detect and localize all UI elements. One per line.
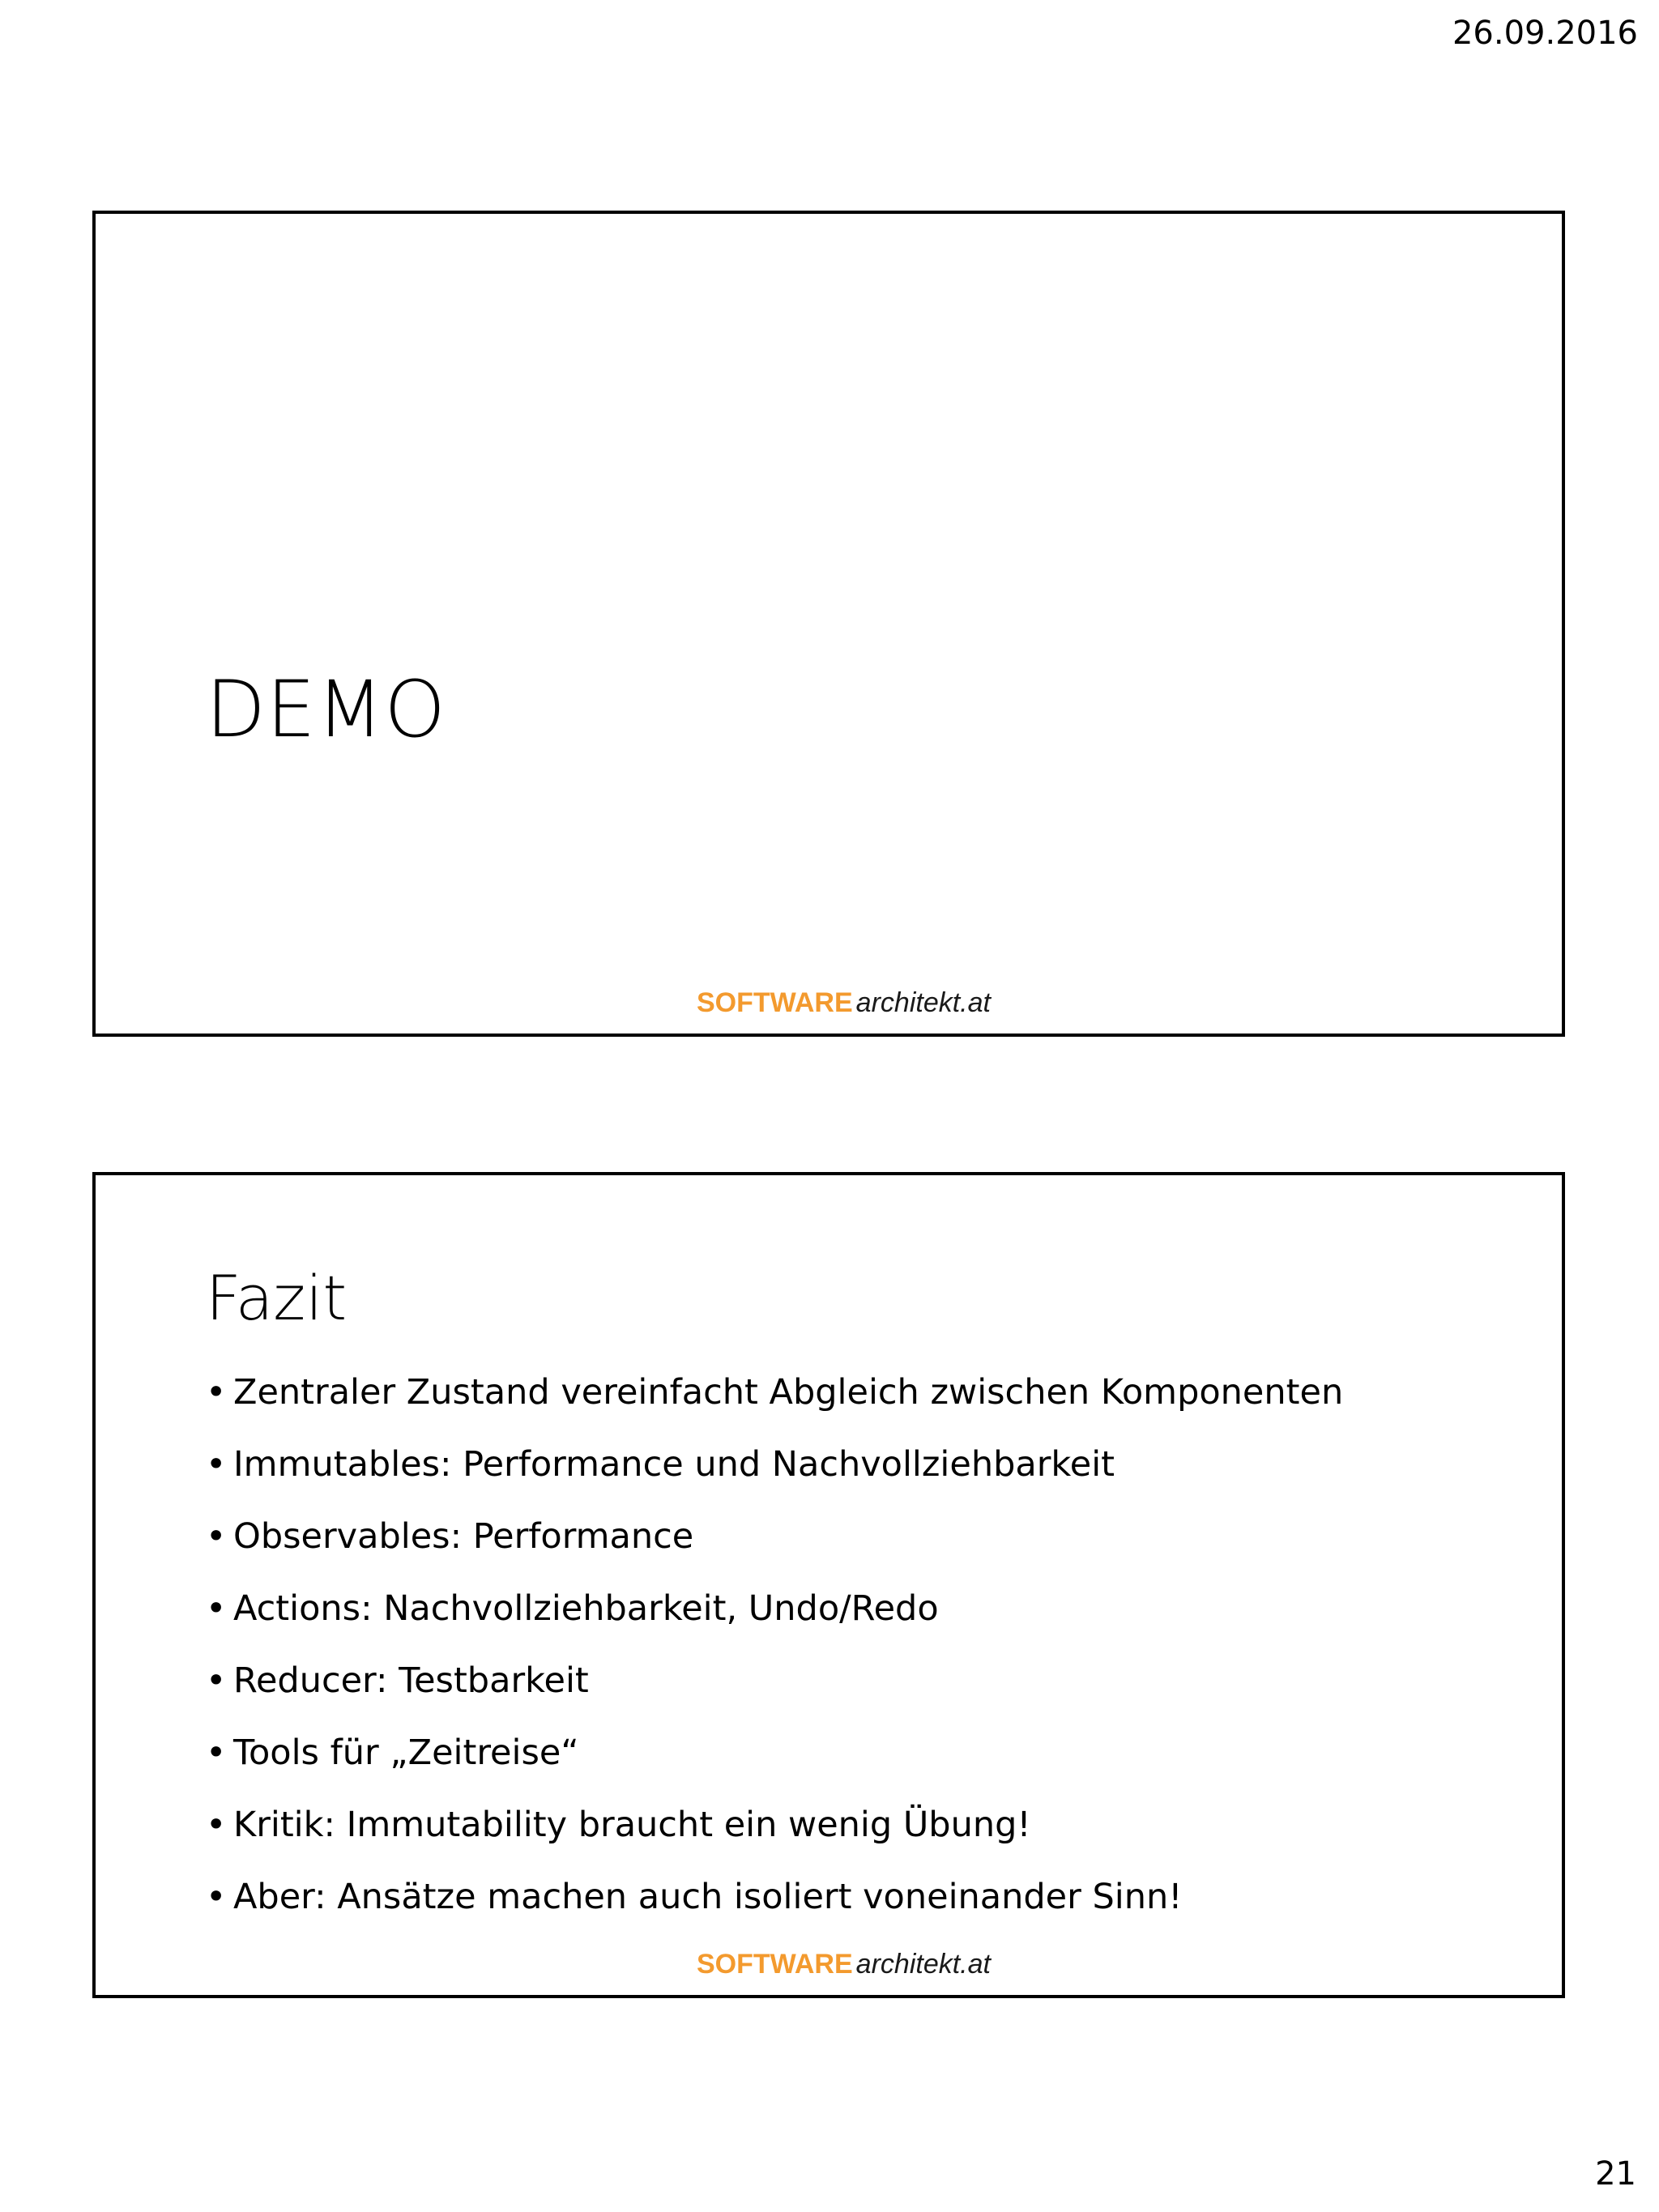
slide-title: DEMO: [206, 664, 446, 755]
bullet-icon: •: [206, 1372, 227, 1413]
brand-logo: [697, 1946, 991, 1982]
brand-logo-strong: SOFTWARE: [697, 1949, 853, 1980]
bullet-icon: •: [206, 1588, 227, 1629]
bullet-text: Observables: Performance: [233, 1516, 694, 1557]
slide-demo: [92, 211, 1565, 1037]
bullet-text: Aber: Ansätze machen auch isoliert voneinander Sinn!: [233, 1877, 1183, 1917]
bullet-item: [206, 1501, 1343, 1573]
bullet-text: Zentraler Zustand vereinfacht Abgleich zwischen Komponenten: [233, 1372, 1344, 1413]
bullet-item: [206, 1573, 1343, 1645]
bullet-icon: •: [206, 1444, 227, 1485]
slide-fazit: [92, 1172, 1565, 1998]
bullet-icon: •: [206, 1805, 227, 1845]
brand-logo-rest: architekt.at: [855, 987, 991, 1018]
bullet-text: Tools für „Zeitreise“: [233, 1733, 579, 1773]
handout-date: 26.09.2016: [1452, 15, 1638, 52]
bullet-icon: •: [206, 1877, 227, 1917]
brand-logo-rest: architekt.at: [855, 1949, 991, 1980]
bullet-item: [206, 1789, 1343, 1861]
bullet-icon: •: [206, 1516, 227, 1557]
bullet-item: [206, 1357, 1343, 1429]
bullet-icon: •: [206, 1660, 227, 1701]
bullet-text: Kritik: Immutability braucht ein wenig Übung!: [233, 1805, 1031, 1845]
page-number: 21: [1595, 2155, 1636, 2193]
bullet-text: Immutables: Performance und Nachvollziehbarkeit: [233, 1444, 1115, 1485]
brand-logo: [697, 985, 991, 1021]
bullet-text: Reducer: Testbarkeit: [233, 1660, 589, 1701]
bullet-icon: •: [206, 1733, 227, 1773]
bullet-item: [206, 1429, 1343, 1501]
bullet-item: [206, 1861, 1343, 1933]
bullet-item: [206, 1717, 1343, 1789]
bullet-list: [206, 1357, 1343, 1933]
brand-logo-strong: SOFTWARE: [697, 987, 853, 1018]
bullet-text: Actions: Nachvollziehbarkeit, Undo/Redo: [233, 1588, 939, 1629]
bullet-item: [206, 1645, 1343, 1717]
slide-title: Fazit: [206, 1262, 348, 1334]
